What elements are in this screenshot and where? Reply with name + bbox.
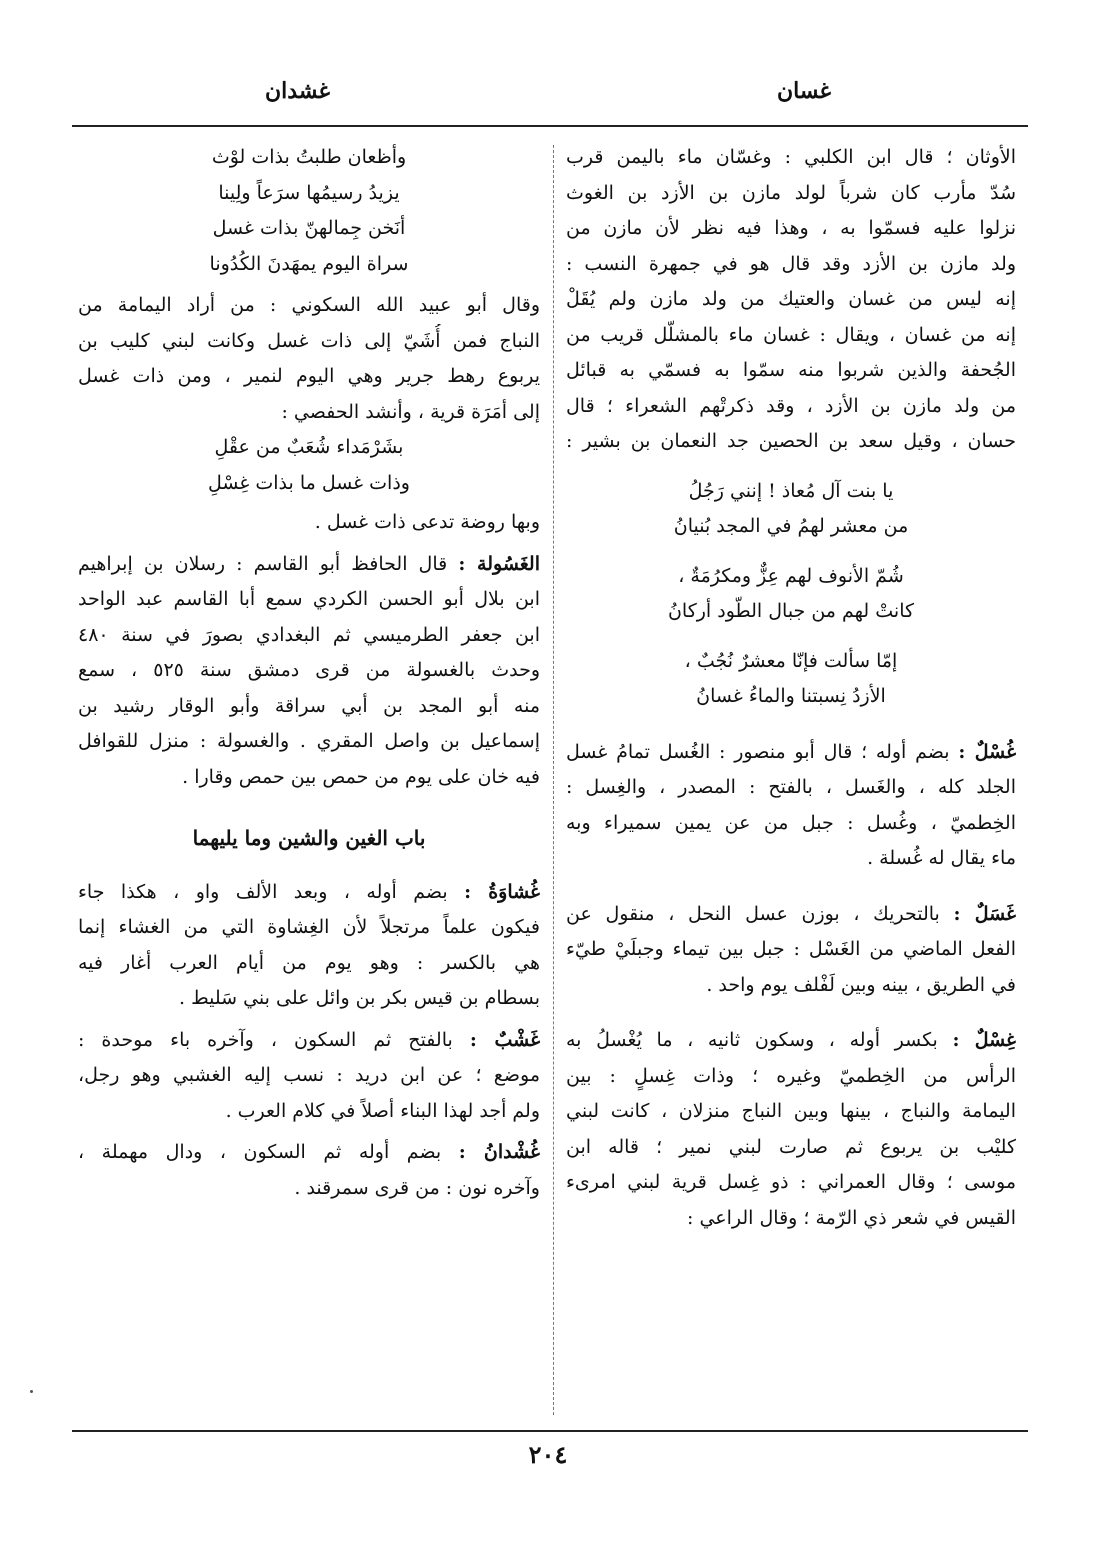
entry-headword: غُشْدانُ : [458,1141,540,1163]
text-line: في الطريق ، بينه وبين لَفْلف يوم واحد . [706,973,1016,996]
entry-ghasal [566,897,1016,1004]
poem-verse: يا بنت آل مُعاذ ! إنني رَجُلُ [688,479,894,502]
entry-text: بضم أوله ثم السكون ، ودال مهملة ، [78,1141,442,1163]
poem-verse: يزيدُ رسيمُها سرَعاً ولِينا [218,181,400,204]
text-line: الفعل الماضي من الغَسْل : جبل بين تيماء وجبلَيْ طيّء [566,938,1016,960]
page-number: ٢٠٤ [528,1440,568,1469]
text-line: ابن بلال أبو الحسن الكردي سمع أبا القاسم عبد الواحد [78,588,540,610]
text-line: ماء يقال له غُسلة . [867,847,1016,869]
text-line: القيس في شعر ذي الرّمة ؛ وقال الراعي : [687,1206,1016,1229]
section-title: باب الغين والشين وما يليهما [192,826,426,850]
bottom-rule [72,1430,1028,1432]
text-line: إلى أمَرَة قرية ، وأنشد الحفصي : [281,400,540,423]
entry-text: بكسر أوله ، وسكون ثانيه ، ما يُغْسلُ به [566,1029,938,1051]
entry-ghushdan [78,1135,540,1206]
text-line: الجُحفة والذين شربوا منه سمّوا به فسمّي به قبائل [566,359,1016,381]
text-line: ابن جعفر الطرميسي ثم البغدادي بصورَ في سنة ٤٨٠ [78,623,540,646]
text-line: كليْب بن يربوع ثم صارت لبني نمير ؛ قاله ابن [566,1135,1016,1158]
entry-text: بالتحريك ، بوزن عسل النحل ، منقول عن [566,902,940,925]
poem-verse: أنَخن جِمالهنّ بذات غسل [212,217,406,239]
entry-ghusl [566,735,1016,877]
text-line: موسى ؛ وقال العمراني : ذو غِسل قرية لبني امرىء [566,1171,1016,1193]
text-line: اليمامة والنباج ، بينها وبين النباج منزلان ، كانت لبني [566,1100,1016,1122]
text-line: حسان ، وقيل سعد بن الحصين جد النعمان بن بشير : [566,430,1016,452]
running-header-left: غشدان [265,78,330,104]
entry-headword: غَسَلٌ : [953,902,1016,925]
entry-headword: غِسْلٌ : [952,1029,1016,1051]
running-header-right: غسان [777,78,831,104]
text-line: ولم أجد لهذا البناء أصلاً في كلام العرب . [225,1099,540,1122]
top-rule [72,125,1028,127]
text-line: النباج فمن أُشَيّ إلى ذات غسل وكانت لبني كليب بن [78,329,540,352]
text-line: هي بالكسر : وهو يوم من أيام العرب أغار فيه [78,951,540,974]
text-line: فيه خان على يوم من حمص بين حمص وقارا . [182,765,540,788]
poem-verse: وذات غسل ما بذات غِسْلِ [208,471,410,494]
entry-text: بضم أوله ؛ قال أبو منصور : الغُسل تمامُ غسل [566,740,950,763]
poem-verse: إمّا سألت فإنّا معشرٌ نُجُبٌ ، [684,649,898,672]
entry-ghisl [566,1023,1016,1236]
right-column [566,140,1016,1236]
poem-verse: كانتْ لهم من جبال الطّود أركانُ [667,600,915,622]
text-line: من ولد مازن بن الأزد ، وقد ذكرتْهم الشعراء ؛ قال [566,394,1016,417]
poem-verse: وأظعان طلبتُ بذات لوْث [211,146,407,168]
entry-headword: غُشاوَةُ : [464,880,540,903]
entry-text: بالفتح ثم السكون ، وآخره باء موحدة : [78,1028,453,1051]
text-line: منه أبو المجد بن أبي سراقة وأبو الوقار رشيد بن [78,694,540,717]
entry-headword: غُسْلٌ : [958,740,1016,763]
left-column [78,140,540,1206]
text-line: نزلوا عليه فسمّوا به ، وهذا فيه نظر لأن مازن من [566,217,1016,239]
text-line: إنه من غسان ، ويقال : غسان ماء بالمشلّل قريب من [566,323,1016,346]
text-line: إنه ليس من غسان والعتيك من ولد مازن ولم يُقَلْ [566,288,1016,310]
entry-ghasula [78,547,540,796]
poem-verse: من معشر لهمُ في المجد بُنيانُ [673,515,909,537]
text-line: موضع ؛ عن ابن دريد : نسب إليه الغشبي وهو رجل، [78,1064,540,1086]
text-line: الأوثان ؛ قال ابن الكلبي : وغسّان ماء باليمن قرب [566,146,1016,168]
text-line: وبها روضة تدعى ذات غسل . [314,511,540,533]
text-line: بسطام بن قيس بكر بن وائل على بني سَليط . [178,987,540,1009]
poem-verse: شُمّ الأنوف لهم عِزٌّ ومكرُمَةٌ ، [678,564,904,587]
poem-verse: سراة اليوم يمهَدنَ الكُدُونا [209,252,409,275]
text-line: وآخره نون : من قرى سمرقند . [294,1176,540,1199]
text-line: إسماعيل بن واصل المقري . والغسولة : منزل للقوافل [78,730,540,752]
entry-ghushawa [78,875,540,1017]
poem-verse: الأزدُ نِسبتنا والماءُ غسانُ [696,685,886,707]
entry-text: قال الحافظ أبو القاسم : رسلان بن إبراهيم [78,552,448,575]
entry-headword: غَشْبٌ : [469,1028,540,1051]
entry-headword: الغَسُولة : [458,552,540,575]
text-line: الجلد كله ، والغَسل ، بالفتح : المصدر ، والغِسل : [566,776,1016,798]
text-line: وقال أبو عبيد الله السكوني : من أراد اليمامة من [78,294,540,316]
poem-verse: بشَرْمَداء شُعَبٌ من عقْلِ [214,436,404,458]
scan-speck [30,1390,33,1393]
entry-ghashb [78,1023,540,1130]
text-line: فيكون علماً مرتجلاً لأن الغِشاوة التي من الغشاء إنما [78,916,540,938]
column-separator [553,145,554,1415]
text-line: يربوع رهط جرير وهي اليوم لنمير ، ومن ذات غسل [78,365,540,387]
text-line: ولد مازن بن الأزد وقد قال هو في جمهرة النسب : [566,252,1016,275]
text-line: سُدّ مأرب كان شرباً لولد مازن بن الأزد بن الغوث [566,181,1016,204]
text-line: الخِطميّ ، وغُسل : جبل من عن يمين سميراء وبه [566,811,1016,834]
text-line: الرأس من الخِطميّ وغيره ؛ وذات غِسلٍ : بين [566,1064,1016,1087]
text-line: وحدث بالغسولة من قرى دمشق سنة ٥٢٥ ، سمع [78,659,540,681]
entry-text: بضم أوله ، وبعد الألف واو ، هكذا جاء [78,880,448,903]
